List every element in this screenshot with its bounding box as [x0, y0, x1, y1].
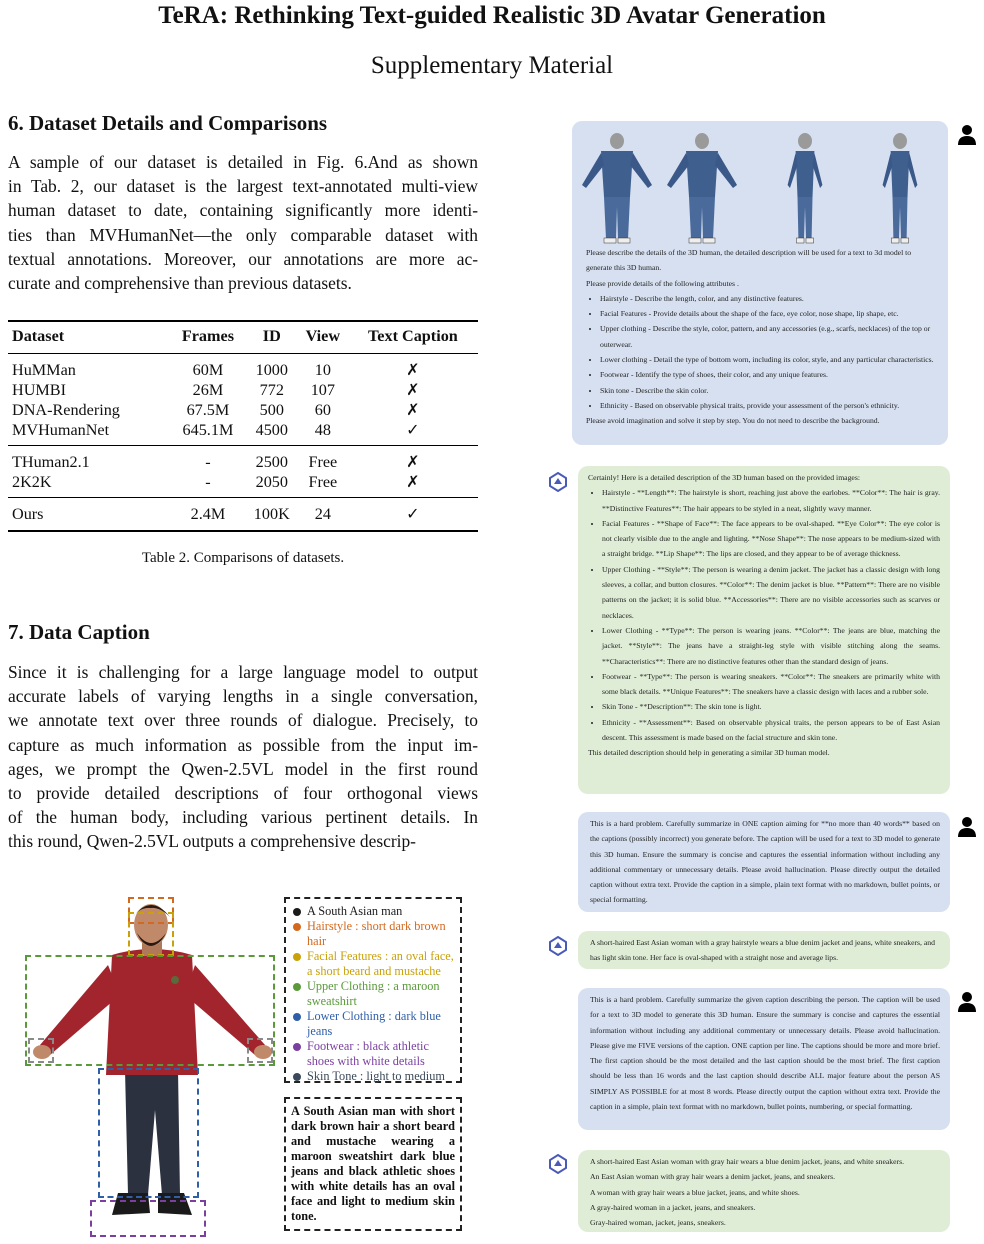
prompt-list-item: • Facial Features - Provide details about the shape of the face, eye color, nose shape, lip shape, etc.	[600, 306, 938, 321]
body-text-line: this round, Qwen-2.5VL outputs a comprehensive descrip-	[8, 831, 416, 852]
table-row	[8, 472, 478, 498]
caption-version-line: A woman with gray hair wears a blue jacket, jeans, and white shoes.	[590, 1187, 800, 1197]
prompt-list-item: • Upper clothing - Describe the style, color, pattern, and any accessories (e.g., scarfs, necklaces) of the top or outerwear.	[600, 321, 938, 352]
prompt-list-item: • Skin tone - Describe the skin color.	[600, 383, 938, 398]
qwen-logo-icon	[548, 472, 568, 492]
answer-list-item: • Upper Clothing - **Style**: The person is wearing a denim jacket. The jacket has a classic design with long sleeves, a collar, and button closures. **Color**: The denim jacket is blue. **Pattern**: There are no visible patterns on the jacket; it is solid blue. **Accessories**: There are no visible accessories such as scarves or necklaces.	[602, 562, 940, 623]
table-cell: 107	[310, 381, 335, 399]
prompt-list-item: • Lower clothing - Detail the type of bottom worn, including its color, style, and any particular characteristics.	[600, 352, 938, 367]
table-row	[8, 446, 478, 473]
attribute-item	[292, 949, 454, 979]
answer-list-item: • Facial Features - **Shape of Face**: The face appears to be oval-shaped. **Eye Color**: The eye color is not clearly visible due to the angle and lighting. **Nose Shape**: The nose appears to be medium-sized with a straight bridge. **Lip Shape**: The lips are closed, and they appear to be of average thickness.	[602, 516, 940, 562]
body-text-line: to provide detailed descriptions of four orthogonal views	[8, 783, 478, 804]
user-icon	[957, 124, 977, 146]
body-text-line: accurate labels of varying lengths in a single conversation,	[8, 686, 478, 707]
attribute-text: Lower Clothing : dark blue jeans	[307, 1009, 441, 1038]
table-header-cell: Text Caption	[348, 321, 478, 354]
attribute-text: Skin Tone : light to medium	[307, 1069, 445, 1083]
body-text-line: textual annotations. Moreover, our annotations are more ac-	[8, 248, 478, 269]
attribute-bullet	[293, 1043, 301, 1051]
body-text-line: ties than MVHumanNet—the only comparable dataset with	[8, 224, 478, 245]
avatar-views-illustration	[582, 127, 947, 253]
attribute-bullet	[293, 1073, 301, 1081]
table-row	[8, 498, 478, 532]
table-cell: ✗	[406, 401, 420, 419]
answer-line: This detailed description should help in generating a similar 3D human model.	[588, 748, 830, 758]
attribute-item	[292, 919, 454, 949]
paper-subtitle: Supplementary Material	[370, 52, 614, 79]
prompt-line: Please describe the details of the 3D human, the detailed description will be used for a text to 3d model to generate this 3D human.	[586, 248, 912, 273]
attribute-text: Footwear : black athletic shoes with white details	[307, 1039, 429, 1068]
attribute-text: A South Asian man	[307, 904, 403, 918]
avatar-view-figure	[582, 133, 652, 243]
lower-clothing-region-box	[98, 1068, 199, 1198]
caption-version-line: An East Asian woman with gray hair wears a denim jacket, jeans, and sneakers.	[590, 1172, 836, 1182]
qwen-logo-icon	[548, 936, 568, 956]
table-cell: -	[170, 472, 246, 498]
user-icon	[957, 816, 977, 838]
attribute-item	[292, 979, 454, 1009]
attribute-text: Facial Features : an oval face, a short beard and mustache	[307, 949, 454, 978]
prompt-list-item: • Footwear - Identify the type of shoes, their color, and any unique features.	[600, 367, 938, 382]
attribute-item	[292, 1069, 454, 1084]
table-cell: 4500	[246, 420, 298, 446]
attribute-bullet	[293, 953, 301, 961]
table-header-cell: Frames	[170, 321, 246, 354]
body-text-line: Since it is challenging for a large language model to output	[8, 662, 478, 682]
body-text-line: we annotate text over three rounds of dialogue. Precisely, to	[8, 710, 478, 731]
table-cell: MVHumanNet	[8, 420, 170, 446]
attribute-list-box	[284, 897, 462, 1083]
assistant-answer-2: A short-haired East Asian woman with a gray hairstyle wears a blue denim jacket and jeans, white sneakers, and has light skin tone. Her face is oval-shaped with a straight nose and average lips.	[578, 931, 950, 969]
attribute-bullet	[293, 983, 301, 991]
table-cell: Ours	[8, 498, 170, 532]
table-cell: 1000	[255, 361, 288, 379]
table-cell: DNA-Rendering	[12, 401, 120, 419]
body-text-line: curate and comprehensive than previous datasets.	[8, 273, 352, 294]
body-text-line: capture as much information as possible from the input im-	[8, 734, 478, 755]
table-cell: 60	[314, 401, 331, 419]
prompt-list-item: • Hairstyle - Describe the length, color, and any distinctive features.	[600, 291, 938, 306]
dataset-table	[8, 320, 478, 532]
assistant-answer-3	[578, 1150, 950, 1232]
table-cell: ✓	[348, 498, 478, 532]
user-prompt-1-text	[586, 245, 938, 429]
body-text-line: A sample of our dataset is detailed in Fig. 6.And as shown	[8, 152, 478, 172]
table-cell: 645.1M	[170, 420, 246, 446]
table-cell: ✗	[406, 361, 420, 379]
attribute-item	[292, 1009, 454, 1039]
answer-list-item: • Ethnicity - **Assessment**: Based on observable physical traits, the person appears to be of East Asian descent. This assessment is made based on the facial structure and skin tone.	[602, 715, 940, 746]
avatar-view-figure	[788, 133, 823, 243]
table-cell: 100K	[246, 498, 298, 532]
section-6-text	[8, 150, 478, 295]
table-cell: 60M	[192, 361, 224, 379]
table-cell: HUMBI	[12, 381, 66, 399]
table-caption: Table 2. Comparisons of datasets.	[141, 550, 345, 566]
answer-list-item: • Lower Clothing - **Type**: The person is wearing jeans. **Color**: The jeans are blue, matching the jacket. **Style**: The jeans have a straight-leg style with visible stitching along the seams. **Characteristics**: There are no distinctive features other than the standard design of jeans.	[602, 623, 940, 669]
upper-clothing-region-box	[25, 955, 275, 1066]
table-header-cell: ID	[246, 321, 298, 354]
user-prompt-1	[572, 121, 948, 445]
table-cell: ✗	[406, 381, 420, 399]
table-cell: 26M	[192, 381, 224, 399]
table-row	[8, 420, 478, 446]
table-cell: ✓	[348, 420, 478, 446]
attribute-bullet	[293, 1013, 301, 1021]
table-cell: Free	[308, 453, 338, 471]
table-row	[8, 380, 478, 400]
attribute-bullet	[293, 908, 301, 916]
caption-version-line: A gray-haired woman in a jacket, jeans, and sneakers.	[590, 1202, 756, 1212]
attribute-item	[292, 1039, 454, 1069]
face-region-box	[128, 912, 174, 956]
section-7-heading: 7. Data Caption	[8, 620, 150, 644]
table-header-cell: Dataset	[8, 321, 170, 354]
answer-list-item: • Skin Tone - **Description**: The skin tone is light.	[602, 699, 940, 714]
paper-title: TeRA: Rethinking Text-guided Realistic 3D Avatar Generation	[158, 2, 826, 29]
body-text-line: human dataset to date, containing significantly more identi-	[8, 200, 478, 221]
prompt-attribute-list	[586, 291, 938, 413]
section-7-text	[8, 660, 478, 854]
table-cell: THuman2.1	[12, 453, 90, 471]
answer-line: Certainly! Here is a detailed description of the 3D human based on the provided images:	[588, 473, 860, 482]
table-cell: 2500	[255, 453, 288, 471]
table-row	[8, 354, 478, 381]
prompt-line: Please provide details of the following attributes .	[586, 278, 739, 288]
caption-version-line: A short-haired East Asian woman with gray hair wears a blue denim jacket, jeans, and white sneakers.	[590, 1157, 905, 1166]
table-cell: 2K2K	[8, 472, 170, 498]
answer-list-item: • Hairstyle - **Length**: The hairstyle is short, reaching just above the earlobes. **Color**: The hair is gray. **Distinctive Features**: The hair appears to be styled in a neat, slightly wavy manner.	[602, 485, 940, 516]
attribute-item	[292, 904, 454, 919]
table-cell: ✗	[348, 472, 478, 498]
attribute-bullet	[293, 923, 301, 931]
table-cell: 48	[298, 420, 348, 446]
table-cell: 500	[259, 401, 284, 419]
right-hand-region-box	[247, 1038, 273, 1063]
qwen-logo-icon	[548, 1154, 568, 1174]
table-cell: -	[205, 453, 211, 471]
table-cell: 67.5M	[186, 401, 230, 419]
left-hand-region-box	[28, 1038, 54, 1063]
caption-version-line: Gray-haired woman, jacket, jeans, sneakers.	[590, 1218, 726, 1228]
user-prompt-2: This is a hard problem. Carefully summarize in ONE caption aiming for **no more than 40 words** based on the captions (possibly incorrect) you generate before. The caption will be used for a text to 3D model to generate this 3D human. Ensure the summary is concise and captures the essential information without including any additional commentary or unnecessary details. Please avoid hallucination. Please directly output the detailed caption without extra text. Provide the caption in a simple, plain text format with no markdown, bullet points, or special formatting.	[578, 812, 950, 912]
answer-attribute-list	[588, 485, 940, 745]
avatar-view-figure	[883, 133, 918, 243]
table-header-cell: View	[298, 321, 348, 354]
prompt-list-item: • Ethnicity - Based on observable physical traits, provide your assessment of the person's ethnicity.	[600, 398, 938, 413]
assistant-answer-1	[578, 466, 950, 794]
prompt-line: Please avoid imagination and solve it step by step. You do not need to describe the background.	[586, 416, 880, 426]
attribute-text: Upper Clothing : a maroon sweatshirt	[307, 979, 440, 1008]
table-cell: HuMMan	[12, 361, 76, 379]
table-cell: 772	[259, 381, 284, 399]
table-cell: 24	[298, 498, 348, 532]
table-cell: 10	[314, 361, 331, 379]
footwear-region-box	[90, 1200, 206, 1237]
body-text-line: of the human body, including various pertinent details. In	[8, 807, 478, 828]
answer-list-item: • Footwear - **Type**: The person is wearing sneakers. **Color**: The sneakers are primarily white with some black details. **Unique Features**: The sneakers have a classic design with laces and a rubber sole.	[602, 669, 940, 700]
body-text-line: in Tab. 2, our dataset is the largest text-annotated multi-view	[8, 176, 478, 197]
body-text-line: ages, we prompt the Qwen-2.5VL model in the first round	[8, 758, 478, 779]
table-row	[8, 400, 478, 420]
figure-caption-box: A South Asian man with short dark brown hair a short beard and mustache wearing a maroon sweatshirt dark blue jeans and black athletic shoes with white details has an oval face and light to medium skin tone.	[284, 1097, 462, 1231]
attribute-text: Hairstyle : short dark brown hair	[307, 919, 446, 948]
avatar-view-figure	[667, 133, 737, 243]
table-cell: 2.4M	[170, 498, 246, 532]
section-6-heading: 6. Dataset Details and Comparisons	[8, 111, 328, 135]
user-icon	[957, 991, 977, 1013]
table-cell: ✗	[406, 453, 420, 471]
table-cell: 2050	[246, 472, 298, 498]
table-cell: Free	[298, 472, 348, 498]
user-prompt-3: This is a hard problem. Carefully summarize the given caption describing the person. The caption will be used for a text to 3D model to generate this 3D human. Ensure the summary is concise and captures the essential information without including any additional commentary or unnecessary details. Please avoid hallucination. Please give me FIVE versions of the caption. ONE caption per line. The captions should be more and more brief. The first caption should be the most detailed and the last caption should be the most brief. The first caption should be less than 16 words and the last caption should describe ALL major feature about the person AS SIMPLY AS POSSIBLE for at most 8 words. Please directly output the caption without extra text. Provide the caption in a simple, plain text format with no markdown, bullet points, numbering, or special formatting.	[578, 988, 950, 1130]
